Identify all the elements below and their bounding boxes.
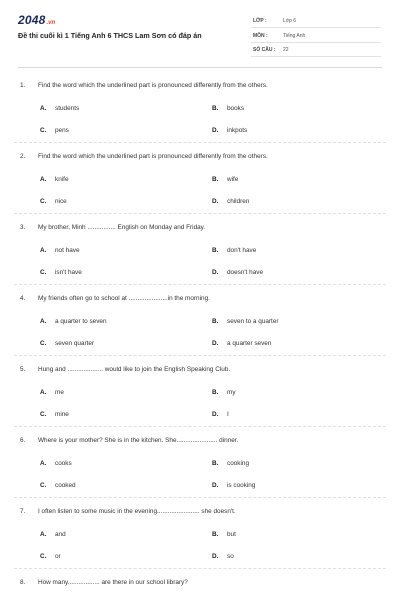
option-text: is cooking	[227, 482, 256, 489]
option-text: me	[55, 389, 64, 396]
question-text: My brother, Minh ................ English on Monday and Friday.	[38, 224, 206, 231]
option-letter: D.	[212, 340, 219, 347]
question-separator	[14, 355, 386, 356]
meta-key: SỐ CÂU :	[253, 47, 276, 53]
option-text: doesn't have	[227, 269, 264, 276]
option-text: cooks	[55, 460, 72, 467]
option-letter: D.	[212, 482, 219, 489]
question-separator	[14, 142, 386, 143]
option-text: mine	[55, 411, 69, 418]
option-letter: B.	[212, 247, 219, 254]
site-logo[interactable]	[18, 13, 55, 27]
question-separator	[14, 213, 386, 214]
option-letter: D.	[212, 553, 219, 560]
question-text: My friends often go to school at ......................in the morning.	[38, 295, 210, 302]
page-title: Đề thi cuối kì 1 Tiếng Anh 6 THCS Lam Sơn có đáp án	[18, 31, 202, 40]
option-letter: A.	[40, 247, 47, 254]
option-letter: A.	[40, 460, 47, 467]
question-number: 7.	[20, 508, 26, 515]
option-letter: B.	[212, 105, 219, 112]
option-text: children	[227, 198, 250, 205]
option-text: a quarter to seven	[55, 318, 107, 325]
option-text: books	[227, 105, 245, 112]
option-text: but	[227, 531, 236, 538]
option-letter: D.	[212, 269, 219, 276]
meta-key: MÔN :	[253, 33, 268, 39]
option-text: and	[55, 531, 66, 538]
meta-class-row	[251, 15, 381, 28]
question-number: 3.	[20, 224, 26, 231]
meta-key: LỚP :	[253, 18, 267, 24]
option-letter: C.	[40, 127, 47, 134]
option-letter: B.	[212, 318, 219, 325]
option-letter: A.	[40, 531, 47, 538]
option-letter: C.	[40, 553, 47, 560]
option-text: inkpots	[227, 127, 248, 134]
option-letter: C.	[40, 482, 47, 489]
question-separator	[14, 568, 386, 569]
option-text: nice	[55, 198, 67, 205]
option-text: students	[55, 105, 80, 112]
question-text: Find the word which the underlined part is pronounced differently from the others.	[38, 153, 268, 160]
option-text: pens	[55, 127, 69, 134]
option-text: wife	[227, 176, 239, 183]
option-letter: A.	[40, 318, 47, 325]
logo-domain: .vn	[46, 20, 56, 26]
question-text: I often listen to some music in the evening........................ she doesn't.	[38, 508, 236, 515]
option-letter: C.	[40, 340, 47, 347]
question-separator	[14, 426, 386, 427]
option-letter: D.	[212, 411, 219, 418]
option-text: my	[227, 389, 236, 396]
header-divider	[18, 67, 382, 68]
meta-count-row	[251, 44, 381, 57]
option-letter: A.	[40, 176, 47, 183]
option-letter: B.	[212, 176, 219, 183]
option-text: so	[227, 553, 234, 560]
question-number: 2.	[20, 153, 26, 160]
option-letter: B.	[212, 389, 219, 396]
question-number: 6.	[20, 437, 26, 444]
page-header	[0, 0, 400, 68]
option-text: seven to a quarter	[227, 318, 279, 325]
option-text: cooked	[55, 482, 76, 489]
question-number: 4.	[20, 295, 26, 302]
option-letter: A.	[40, 105, 47, 112]
option-text: seven quarter	[55, 340, 95, 347]
option-letter: D.	[212, 127, 219, 134]
option-text: I	[227, 411, 229, 418]
option-text: or	[55, 553, 61, 560]
question-number: 5.	[20, 366, 26, 373]
option-letter: B.	[212, 460, 219, 467]
meta-value: Lớp 6	[283, 18, 297, 24]
question-separator	[14, 497, 386, 498]
option-text: a quarter seven	[227, 340, 272, 347]
meta-value: 22	[283, 47, 289, 53]
option-letter: C.	[40, 411, 47, 418]
option-letter: B.	[212, 531, 219, 538]
option-text: isn't have	[55, 269, 82, 276]
option-text: don't have	[227, 247, 257, 254]
question-number: 8.	[20, 579, 26, 586]
option-text: cooking	[227, 460, 250, 467]
option-letter: C.	[40, 198, 47, 205]
option-text: not have	[55, 247, 80, 254]
option-letter: A.	[40, 389, 47, 396]
logo-number: 2048	[18, 13, 46, 27]
question-text: How many.................. are there in our school library?	[38, 579, 188, 586]
meta-subject-row	[251, 30, 381, 43]
option-letter: D.	[212, 198, 219, 205]
meta-value: Tiếng Anh	[283, 33, 306, 39]
question-text: Hung and .................... would like to join the English Speaking Club.	[38, 366, 231, 373]
question-number: 1.	[20, 82, 26, 89]
question-separator	[14, 284, 386, 285]
question-text: Where is your mother? She is in the kitchen. She....................... dinner.	[38, 437, 239, 444]
option-text: knife	[55, 176, 69, 183]
question-text: Find the word which the underlined part is pronounced differently from the others.	[38, 82, 268, 89]
option-letter: C.	[40, 269, 47, 276]
